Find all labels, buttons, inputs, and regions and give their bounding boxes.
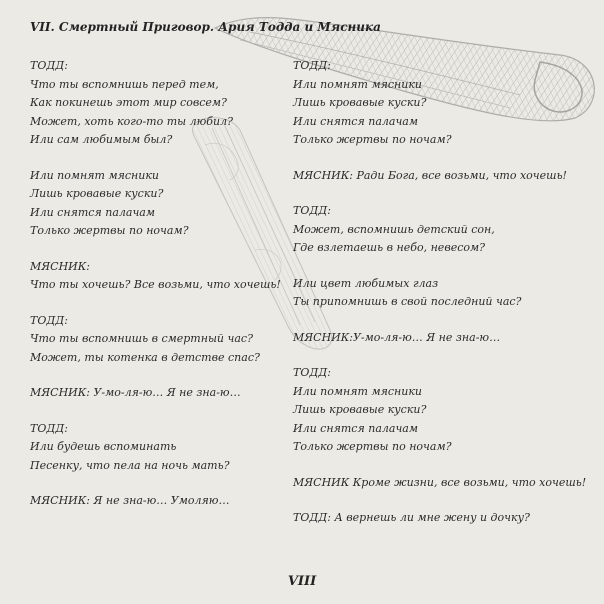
lyric-line: Или снятся палачам bbox=[293, 114, 418, 128]
page-number: VIII bbox=[287, 574, 317, 589]
lyric-line: ТОДД: bbox=[30, 59, 68, 72]
lyric-line: Или помнят мясники bbox=[30, 168, 160, 182]
lyric-line: Что ты вспомнишь в смертный час? bbox=[30, 332, 253, 345]
lyric-line: Что ты хочешь? Все возьми, что хочешь! bbox=[30, 278, 281, 291]
lyric-stanza bbox=[30, 57, 280, 150]
lyric-line: МЯСНИК: Я не зна-ю… Умоляю… bbox=[30, 494, 230, 507]
lyric-stanza bbox=[293, 474, 587, 493]
lyric-stanza bbox=[293, 57, 583, 150]
lyric-stanza bbox=[30, 384, 280, 403]
lyric-line: ТОДД: bbox=[293, 59, 331, 72]
lyric-line: ТОДД: bbox=[30, 421, 68, 435]
lyric-line: ТОДД: bbox=[30, 313, 68, 327]
lyric-line: Как покинешь этот мир совсем? bbox=[30, 96, 227, 109]
lyric-line: Где взлетаешь в небо, невесом? bbox=[293, 241, 486, 254]
lyric-stanza bbox=[30, 420, 280, 476]
lyric-stanza bbox=[293, 167, 583, 186]
lyric-line: Или цвет любимых глаз bbox=[293, 276, 439, 290]
lyric-line: ТОДД: bbox=[293, 204, 331, 217]
lyric-line: ТОДД: bbox=[293, 366, 331, 379]
lyric-line: Только жертвы по ночам? bbox=[293, 440, 452, 453]
lyric-line: Или сам любимым был? bbox=[30, 133, 173, 146]
lyric-line: Лишь кровавые куски? bbox=[30, 187, 164, 200]
lyric-line: Может, хоть кого-то ты любил? bbox=[30, 114, 233, 128]
lyric-line: Или помнят мясники bbox=[293, 384, 423, 398]
lyric-line: Только жертвы по ночам? bbox=[293, 133, 452, 146]
page-title: VII. Смертный Приговор. Ария Тодда и Мясника bbox=[30, 20, 381, 34]
lyric-line: МЯСНИК:У-мо-ля-ю… Я не зна-ю… bbox=[293, 330, 501, 344]
lyric-line: МЯСНИК: У-мо-ля-ю… Я не зна-ю… bbox=[30, 386, 241, 399]
lyric-stanza bbox=[293, 329, 583, 348]
lyric-line: Ты припомнишь в свой последний час? bbox=[293, 295, 522, 308]
lyric-line: Лишь кровавые куски? bbox=[293, 96, 427, 109]
left-column bbox=[30, 57, 280, 528]
lyric-line: Или помнят мясники bbox=[293, 77, 423, 91]
lyric-line: ТОДД: А вернешь ли мне жену и дочку? bbox=[293, 511, 530, 524]
lyric-line: Только жертвы по ночам? bbox=[30, 224, 189, 237]
lyric-line: Что ты вспомнишь перед тем, bbox=[30, 77, 219, 91]
lyric-line: МЯСНИК Кроме жизни, все возьми, что хочешь! bbox=[293, 475, 587, 489]
lyric-stanza bbox=[293, 202, 583, 258]
lyric-stanza bbox=[293, 275, 583, 312]
lyric-line: Или снятся палачам bbox=[293, 421, 418, 435]
lyric-line: Или будешь вспоминать bbox=[30, 440, 177, 453]
lyric-stanza bbox=[30, 312, 280, 368]
lyric-stanza bbox=[293, 364, 583, 457]
right-column bbox=[293, 57, 587, 545]
lyric-stanza bbox=[30, 492, 280, 511]
lyric-stanza bbox=[30, 258, 280, 295]
lyric-line: МЯСНИК: bbox=[30, 259, 90, 273]
lyric-line: Может, вспомнишь детский сон, bbox=[293, 222, 495, 236]
lyric-line: Лишь кровавые куски? bbox=[293, 403, 427, 416]
lyric-line: Может, ты котенка в детстве спас? bbox=[30, 350, 260, 364]
lyric-line: МЯСНИК: Ради Бога, все возьми, что хочешь! bbox=[293, 168, 567, 182]
lyric-stanza bbox=[293, 509, 583, 528]
lyric-stanza bbox=[30, 167, 280, 241]
lyric-line: Песенку, что пела на ночь мать? bbox=[30, 458, 230, 472]
lyric-line: Или снятся палачам bbox=[30, 205, 155, 219]
